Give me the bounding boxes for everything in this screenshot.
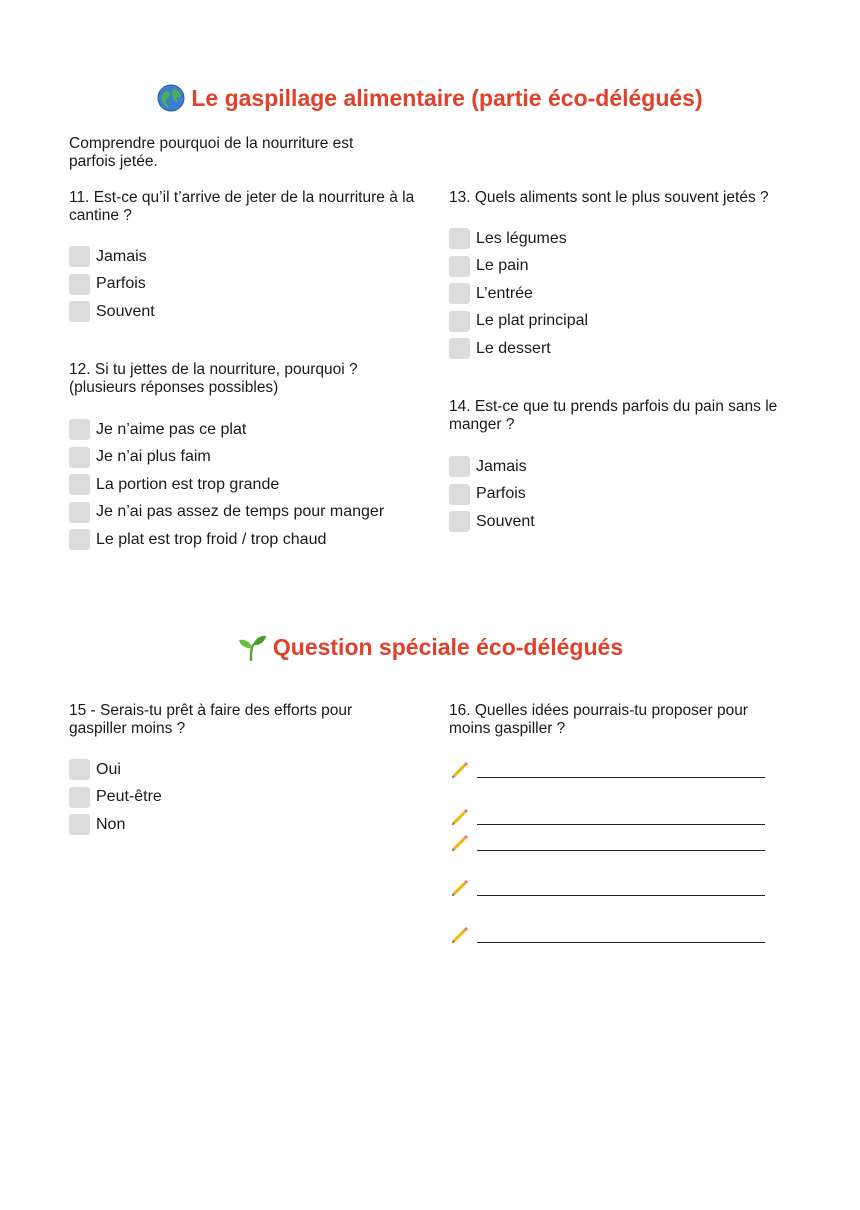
question-11: 11. Est-ce qu’il t’arrive de jeter de la nourriture à la cantine ? (69, 189, 415, 224)
option-jamais[interactable] (69, 243, 155, 271)
checkbox[interactable] (69, 529, 90, 550)
checkbox[interactable] (449, 484, 470, 505)
option-label: La portion est trop grande (96, 475, 280, 493)
option-starter[interactable] (449, 280, 588, 308)
answer-rule (477, 895, 765, 896)
option-label: Je n’ai pas assez de temps pour manger (96, 503, 385, 521)
section-intro: Comprendre pourquoi de la nourriture est parfois jetée. (69, 135, 354, 170)
checkbox[interactable] (449, 338, 470, 359)
option-souvent[interactable] (69, 298, 155, 326)
answer-rule (477, 850, 765, 851)
globe-icon (157, 84, 185, 118)
pencil-icon (449, 804, 471, 831)
option-souvent[interactable] (449, 508, 535, 536)
checkbox[interactable] (69, 814, 90, 835)
checkbox[interactable] (449, 228, 470, 249)
option-label: Je n’aime pas ce plat (96, 420, 247, 438)
checkbox[interactable] (69, 474, 90, 495)
option-label: Le plat principal (476, 312, 589, 330)
question-12-options (69, 416, 384, 554)
option-label: Le dessert (476, 339, 551, 357)
option-temperature[interactable] (69, 526, 384, 554)
option-parfois[interactable] (449, 481, 535, 509)
answer-line[interactable] (449, 875, 769, 899)
pencil-icon (449, 830, 471, 857)
pencil-icon (449, 757, 471, 784)
section-title-eco-delegates (0, 633, 860, 667)
question-12: 12. Si tu jettes de la nourriture, pourquoi ? (plusieurs réponses possibles) (69, 361, 358, 396)
option-label: Jamais (96, 247, 147, 265)
option-label: Le plat est trop froid / trop chaud (96, 530, 327, 548)
option-label: Parfois (476, 485, 526, 503)
seedling-icon (237, 633, 267, 667)
section-title-text: Question spéciale éco-délégués (272, 634, 624, 660)
option-label: L’entrée (476, 284, 533, 302)
checkbox[interactable] (69, 787, 90, 808)
question-15-options (69, 756, 162, 839)
checkbox[interactable] (69, 419, 90, 440)
option-label: Souvent (476, 512, 535, 530)
option-vegetables[interactable] (449, 225, 588, 253)
option-non[interactable] (69, 811, 162, 839)
checkbox[interactable] (69, 502, 90, 523)
option-peut-etre[interactable] (69, 784, 162, 812)
option-label: Je n’ai plus faim (96, 448, 211, 466)
option-not-hungry[interactable] (69, 444, 384, 472)
question-14: 14. Est-ce que tu prends parfois du pain sans le manger ? (449, 398, 778, 433)
checkbox[interactable] (69, 301, 90, 322)
checkbox[interactable] (449, 256, 470, 277)
answer-rule (477, 824, 765, 825)
section-title-food-waste (0, 84, 860, 118)
option-label: Peut-être (96, 788, 162, 806)
option-parfois[interactable] (69, 271, 155, 299)
question-15: 15 - Serais-tu prêt à faire des efforts pour gaspiller moins ? (69, 702, 353, 737)
answer-rule (477, 942, 765, 943)
question-14-options (449, 453, 535, 536)
checkbox[interactable] (69, 246, 90, 267)
checkbox[interactable] (449, 456, 470, 477)
answer-line[interactable] (449, 922, 769, 946)
answer-line[interactable] (449, 757, 769, 781)
pencil-icon (449, 922, 471, 949)
question-13: 13. Quels aliments sont le plus souvent jetés ? (449, 189, 769, 206)
option-label: Souvent (96, 302, 155, 320)
option-bread[interactable] (449, 253, 588, 281)
option-portion-too-big[interactable] (69, 471, 384, 499)
checkbox[interactable] (69, 759, 90, 780)
option-label: Jamais (476, 457, 527, 475)
option-jamais[interactable] (449, 453, 535, 481)
checkbox[interactable] (449, 511, 470, 532)
pencil-icon (449, 875, 471, 902)
option-label: Parfois (96, 275, 146, 293)
option-dislike-dish[interactable] (69, 416, 384, 444)
checkbox[interactable] (449, 311, 470, 332)
answer-rule (477, 777, 765, 778)
option-label: Les légumes (476, 229, 567, 247)
answer-line[interactable] (449, 804, 769, 828)
option-dessert[interactable] (449, 335, 588, 363)
option-label: Le pain (476, 257, 529, 275)
checkbox[interactable] (69, 447, 90, 468)
option-main-course[interactable] (449, 308, 588, 336)
question-13-options (449, 225, 588, 363)
option-not-enough-time[interactable] (69, 499, 384, 527)
option-oui[interactable] (69, 756, 162, 784)
section-title-text: Le gaspillage alimentaire (partie éco-délégués) (191, 85, 703, 111)
checkbox[interactable] (69, 274, 90, 295)
question-16: 16. Quelles idées pourrais-tu proposer pour moins gaspiller ? (449, 702, 748, 737)
checkbox[interactable] (449, 283, 470, 304)
question-11-options (69, 243, 155, 326)
answer-line[interactable] (449, 830, 769, 854)
option-label: Non (96, 815, 126, 833)
option-label: Oui (96, 760, 121, 778)
